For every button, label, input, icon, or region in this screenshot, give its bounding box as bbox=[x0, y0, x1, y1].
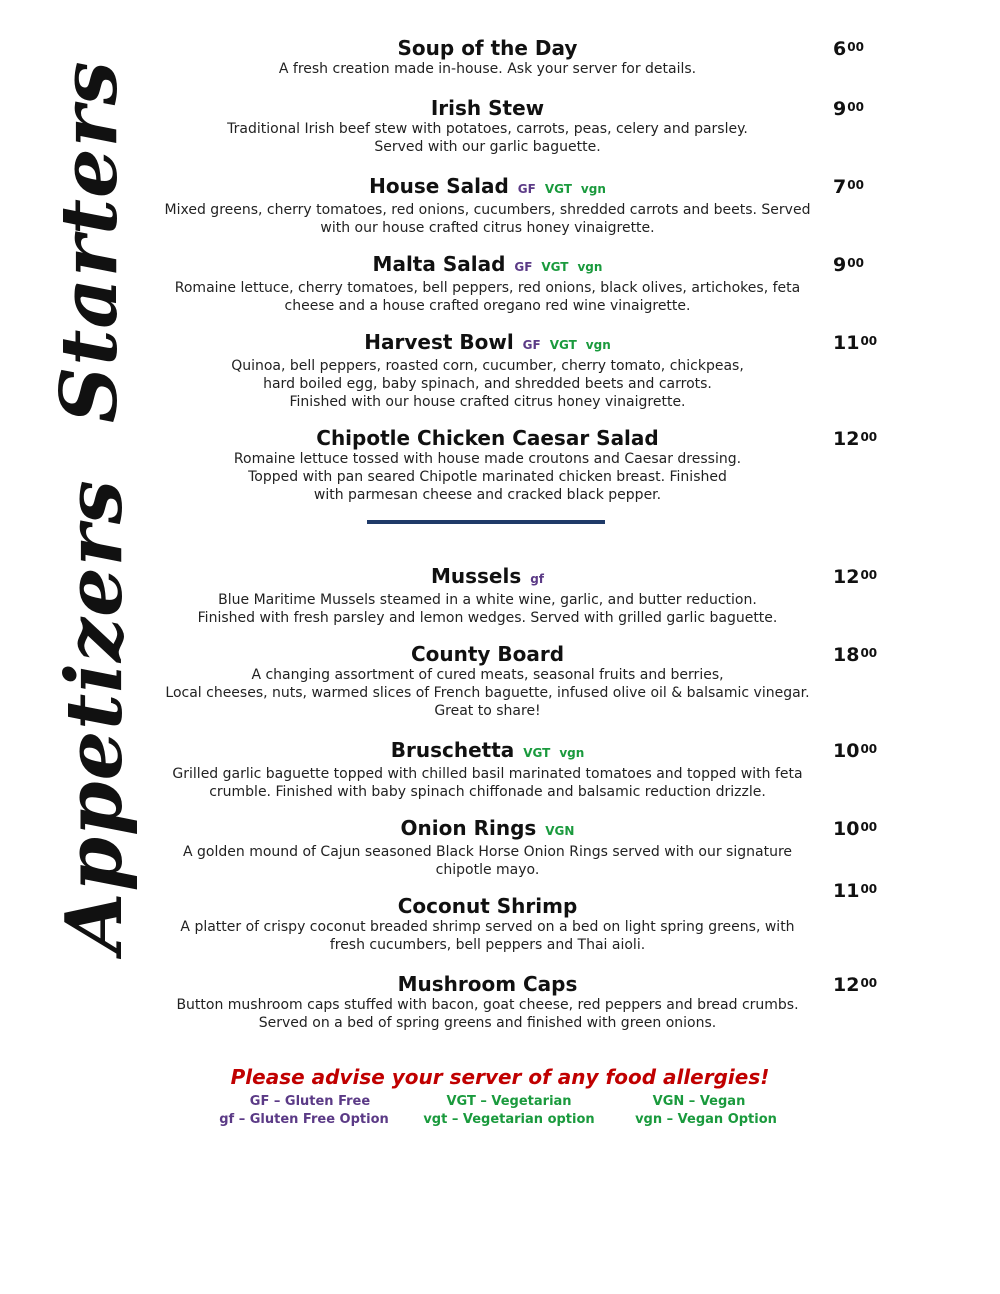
menu-item-malta-salad bbox=[150, 252, 825, 315]
item-name: House Salad GF VGT vgn bbox=[369, 174, 606, 198]
item-price: $12^{00}$ bbox=[833, 566, 878, 588]
item-price: $11^{00}$ bbox=[833, 332, 878, 354]
appetizers-section-title: Appetizers bbox=[49, 479, 140, 953]
tag-vgt: VGT bbox=[549, 338, 577, 352]
item-description: Button mushroom caps stuffed with bacon, goat cheese, red peppers and bread crumbs. Served on a bed of spring greens and finished with green onions. bbox=[176, 997, 799, 1031]
menu-item-irish-stew bbox=[150, 96, 825, 156]
legend-vgt-lower: vgt – Vegetarian option bbox=[423, 1112, 595, 1127]
item-description: Blue Maritime Mussels steamed in a white wine, garlic, and butter reduction. Finished with fresh parsley and lemon wedges. Served with grilled garlic baguette. bbox=[197, 592, 778, 626]
tag-vgn: vgn bbox=[577, 260, 603, 274]
item-description: Traditional Irish beef stew with potatoes, carrots, peas, celery and parsley. Served with our garlic baguette. bbox=[227, 121, 748, 155]
item-price: $9^{00}$ bbox=[833, 98, 864, 120]
item-price: $11^{00}$ bbox=[833, 880, 878, 902]
menu-item-house-salad bbox=[150, 174, 825, 237]
item-name: Coconut Shrimp bbox=[397, 894, 578, 918]
tag-vgn: VGN bbox=[545, 824, 575, 838]
item-name: Malta Salad GF VGT vgn bbox=[372, 252, 603, 276]
legend-vgt-upper: VGT – Vegetarian bbox=[446, 1094, 572, 1109]
tag-vgt: VGT bbox=[544, 182, 572, 196]
item-description: A platter of crispy coconut breaded shrimp served on a bed on light spring greens, with fresh cucumbers, bell peppers and Thai aioli. bbox=[180, 919, 795, 953]
section-divider bbox=[367, 520, 605, 524]
tag-gf: gf bbox=[530, 572, 545, 586]
item-name: Harvest Bowl GF VGT vgn bbox=[364, 330, 611, 354]
menu-item-chipotle-chicken-caesar-salad bbox=[150, 426, 825, 504]
item-name: Mushroom Caps bbox=[397, 972, 578, 996]
item-price: $6^{00}$ bbox=[833, 38, 864, 60]
menu-item-soup-of-the-day bbox=[150, 36, 825, 78]
item-description: Romaine lettuce, cherry tomatoes, bell peppers, red onions, black olives, artichokes, feta cheese and a house crafted oregano red wine vinaigrette. bbox=[174, 280, 801, 314]
menu-item-harvest-bowl bbox=[150, 330, 825, 411]
legend-gf-upper: GF – Gluten Free bbox=[249, 1094, 371, 1109]
menu-item-onion-rings bbox=[150, 816, 825, 879]
legend-vgn-lower: vgn – Vegan Option bbox=[635, 1112, 777, 1127]
item-name: County Board bbox=[410, 642, 565, 666]
menu-item-coconut-shrimp bbox=[150, 894, 825, 954]
legend-gf-lower: gf – Gluten Free Option bbox=[219, 1112, 389, 1127]
menu-item-mushroom-caps bbox=[150, 972, 825, 1032]
item-name: Bruschetta VGT vgn bbox=[390, 738, 585, 762]
tag-gf: GF bbox=[514, 260, 533, 274]
allergy-notice: Please advise your server of any food allergies! bbox=[230, 1065, 770, 1089]
menu-item-county-board bbox=[150, 642, 825, 720]
item-name: Soup of the Day bbox=[397, 36, 578, 60]
item-description: A changing assortment of cured meats, seasonal fruits and berries, Local cheeses, nuts, warmed slices of French baguette, infused olive oil & balsamic vinegar. Great to share! bbox=[165, 667, 810, 719]
item-description: Romaine lettuce tossed with house made croutons and Caesar dressing. Topped with pan seared Chipotle marinated chicken breast. Finished with parmesan cheese and cracked black pepper. bbox=[233, 451, 742, 503]
tag-vgn: vgn bbox=[585, 338, 611, 352]
item-price: $9^{00}$ bbox=[833, 254, 864, 276]
tag-vgn: vgn bbox=[559, 746, 585, 760]
item-description: A fresh creation made in-house. Ask your server for details. bbox=[278, 61, 697, 77]
item-name: Chipotle Chicken Caesar Salad bbox=[316, 426, 659, 450]
tag-gf: GF bbox=[517, 182, 536, 196]
item-description: Grilled garlic baguette topped with chilled basil marinated tomatoes and topped with feta crumble. Finished with baby spinach chiffonade and balsamic reduction drizzle. bbox=[172, 766, 803, 800]
tag-vgt: VGT bbox=[541, 260, 569, 274]
item-price: $12^{00}$ bbox=[833, 428, 878, 450]
menu-item-mussels bbox=[150, 564, 825, 627]
item-price: $18^{00}$ bbox=[833, 644, 878, 666]
item-name: Irish Stew bbox=[430, 96, 545, 120]
tag-vgt: VGT bbox=[523, 746, 551, 760]
item-description: A golden mound of Cajun seasoned Black Horse Onion Rings served with our signature chipotle mayo. bbox=[183, 844, 792, 878]
item-price: $10^{00}$ bbox=[833, 818, 878, 840]
legend-vgn-upper: VGN – Vegan bbox=[652, 1094, 746, 1109]
item-description: Mixed greens, cherry tomatoes, red onions, cucumbers, shredded carrots and beets. Served with our house crafted citrus honey vinaigrette. bbox=[164, 202, 811, 236]
item-price: $7^{00}$ bbox=[833, 176, 864, 198]
tag-vgn: vgn bbox=[580, 182, 606, 196]
item-price: $12^{00}$ bbox=[833, 974, 878, 996]
starters-section-title: Starters bbox=[44, 60, 135, 423]
item-description: Quinoa, bell peppers, roasted corn, cucumber, cherry tomato, chickpeas, hard boiled egg, baby spinach, and shredded beets and carrots. Finished with our house crafted citrus honey vinaigrette. bbox=[231, 358, 744, 410]
tag-gf: GF bbox=[522, 338, 541, 352]
menu-item-bruschetta bbox=[150, 738, 825, 801]
item-name: Mussels gf bbox=[430, 564, 545, 588]
item-price: $10^{00}$ bbox=[833, 740, 878, 762]
item-name: Onion Rings VGN bbox=[400, 816, 575, 840]
